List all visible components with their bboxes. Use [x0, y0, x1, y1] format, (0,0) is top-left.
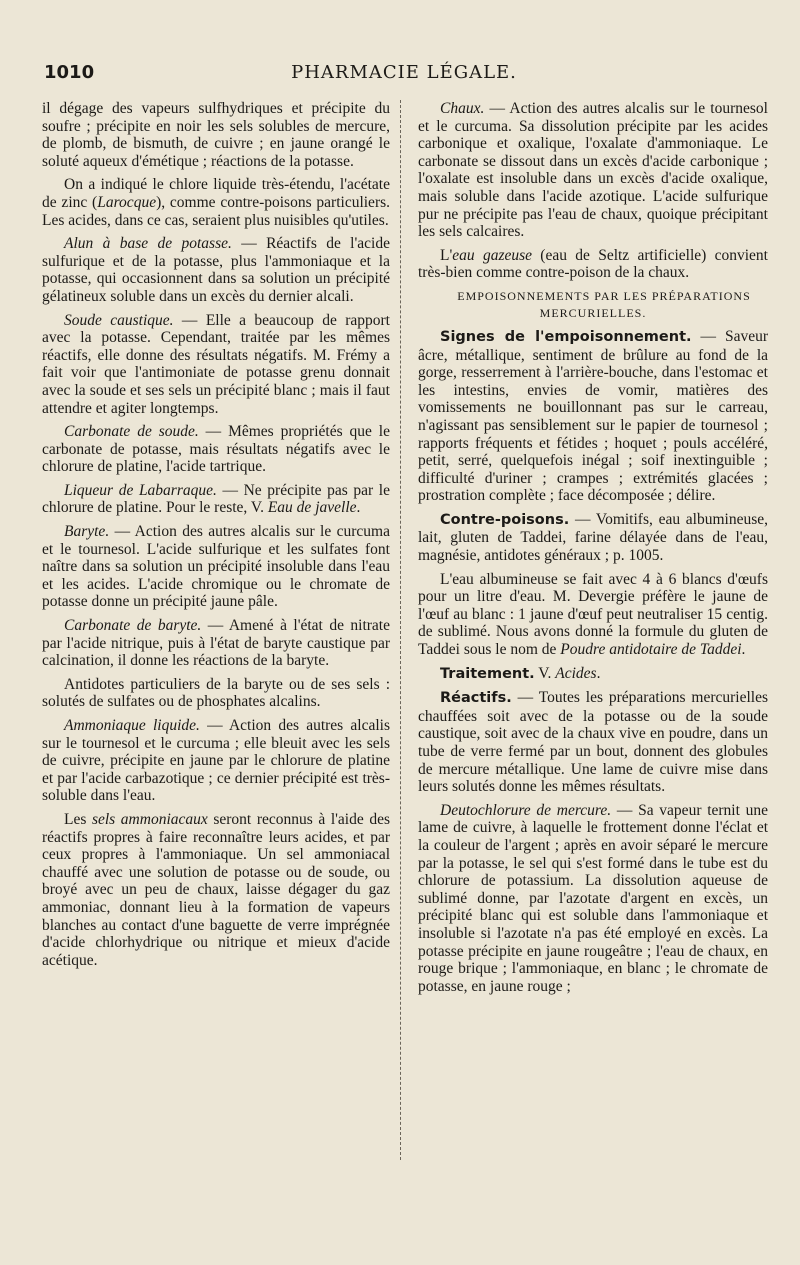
paragraph: [418, 247, 768, 282]
paragraph: [42, 235, 390, 305]
paragraph-text: il dégage des vapeurs sulfhydriques et précipite du soufre ; précipite en noir les sels solubles de mercure, de plomb, de bismuth, de cuivre ; en jaune orangé le soluté aqueux d'émétique ; réactions de la potasse.: [42, 100, 390, 170]
paragraph: [418, 328, 768, 505]
paragraph: [418, 665, 768, 684]
right-column: [418, 100, 768, 1001]
paragraph: [42, 100, 390, 170]
section-title: EMPOISONNEMENTS PAR LES PRÉPARATIONS MERCURIELLES.: [457, 288, 751, 320]
paragraph-text: (eau de Seltz artificielle) convient très-bien comme contre-poison de la chaux.: [418, 246, 768, 282]
paragraph: [418, 689, 768, 796]
left-column: [42, 100, 390, 975]
paragraph-text: — Mêmes propriétés que le carbonate de potasse, mais résultats négatifs avec le chlorure de platine, l'acide tartrique.: [42, 423, 390, 476]
paragraph: [418, 511, 768, 565]
paragraph: [42, 176, 390, 229]
paragraph-text: .: [596, 664, 601, 682]
page-header: [44, 62, 764, 88]
paragraph: [42, 523, 390, 611]
paragraph-lead: Deutochlorure de mercure.: [440, 801, 612, 819]
paragraph-text: — Action des autres alcalis sur le tournesol et le curcuma ; elle bleuit avec les sels de cuivre, précipite en jaune par le chlorure de platine et par l'acide carbazotique ; ce dernier précipité est très-soluble dans l'eau.: [42, 717, 391, 805]
paragraph: [42, 717, 390, 805]
paragraph-text: Antidotes particuliers de la baryte ou de ses sels : solutés de sulfates ou de phosphates alcalins.: [42, 675, 390, 711]
paragraph-lead: Ammoniaque liquide.: [64, 717, 200, 734]
paragraph: [418, 571, 768, 659]
paragraph-text: — Ne précipite pas par le chlorure de platine. Pour le reste, V.: [42, 481, 390, 517]
paragraph: [42, 811, 390, 969]
paragraph-emphasis: eau gazeuse: [452, 246, 533, 264]
paragraph-heading: Contre-poisons.: [440, 511, 570, 528]
paragraph-text: — Réactifs de l'acide sulfurique et de la potasse, plus l'ammoniaque et la potasse, qui occasionnent dans sa solution un précipité gélatineux soluble dans un excès du dernier alcali.: [42, 235, 390, 305]
paragraph-lead: Alun à base de potasse.: [64, 235, 232, 253]
paragraph-lead: Soude caustique.: [64, 311, 174, 329]
paragraph-text: — Action des autres alcalis sur le tournesol et le curcuma. Sa dissolution précipite par les acides carbonique et oxalique, l'oxalate d'ammoniaque. Le carbonate se dissout dans un excès d'acide carbonique ; l'oxalate est insoluble dans un excès d'acide oxalique, mais soluble dans l'acide azotique. L'acide sulfurique pur ne précipite pas l'eau de chaux, quoique précipitant les sels calcaires.: [418, 100, 768, 241]
paragraph-text: L'eau albumineuse se fait avec 4 à 6 blancs d'œufs pour un litre d'eau. M. Devergie préfère le jaune de l'œuf au blanc : 1 jaune d'œuf peut neutraliser 15 centig. de sublimé. Nous avons donné la formule du gluten de Taddei sous le nom de: [418, 570, 768, 659]
paragraph-text: — Saveur âcre, métallique, sentiment de brûlure au fond de la gorge, resserrement à l'arrière-bouche, dans l'estomac et les intestins, envies de vomir, matières des vomissements ne bouillonnant pas sur le carreau, n'agissant pas sensiblement sur le papier de tournesol ; rapports fréquents et fétides ; hoquet ; pouls accéléré, petit, serré, quelquefois inégal ; soif inextinguible ; difficulté d'uriner ; crampes ; extrémités glacées ; prostration complète ; face décomposée ; délire.: [418, 327, 768, 505]
paragraph: [42, 617, 390, 670]
paragraph-emphasis: Larocque: [97, 193, 157, 211]
paragraph-lead: Liqueur de Labarraque.: [64, 481, 217, 499]
paragraph-emphasis: Acides: [555, 664, 597, 682]
page-number: 1010: [44, 62, 95, 83]
paragraph-text: .: [356, 499, 361, 517]
paragraph: [42, 482, 390, 517]
paragraph: [42, 312, 390, 418]
paragraph-text: — Action des autres alcalis sur le curcuma et le tournesol. L'acide sulfurique et les sulfates font naître dans sa solution un précipité insoluble dans l'eau et les acides. L'acide chromique ou le chromate de potasse donne un précipité jaune pâle.: [42, 523, 390, 611]
paragraph: [42, 423, 390, 476]
paragraph: [42, 676, 390, 711]
paragraph-text: — Elle a beaucoup de rapport avec la potasse. Cependant, traitée par les mêmes réactifs, elle donne des résultats négatifs. M. Frémy a fait voir que l'antimoniate de potasse grenu donnait avec la soude et ses sels un précipité blanc ; mais il faut attendre et agiter longtemps.: [42, 311, 390, 417]
paragraph-lead: Chaux.: [440, 100, 485, 117]
paragraph-emphasis: sels ammoniacaux: [91, 810, 208, 828]
paragraph-text: — Sa vapeur ternit une lame de cuivre, à laquelle le frottement donne l'éclat et la couleur de l'argent ; après en avoir séparé le mercure par la potasse, le sel qui s'est formé dans le tube est du chlorure de potassium. La dissolution aqueuse de sublimé donne, par l'azotate d'argent en excès, un précipité blanc qui est soluble dans l'ammoniaque et insoluble si l'azotate n'a pas été employé en excès. La potasse précipite en jaune rougeâtre ; l'eau de chaux, en rouge brique ; l'ammoniaque, en blanc ; le chromate de potasse, en jaune rouge ;: [418, 801, 769, 995]
paragraph-text: — Vomitifs, eau albumineuse, lait, gluten de Taddei, farine délayée dans de l'eau, magnésie, antidotes généraux ; p. 1005.: [418, 510, 768, 565]
paragraph-text: V.: [534, 664, 556, 682]
column-divider: [400, 100, 401, 1160]
paragraph-text: — Toutes les préparations mercurielles chauffées soit avec de la potasse ou de la soude caustique, soit avec de la chaux vive en poudre, dans un tube de verre fermé par un bout, donnent des globules de mercure métallique. Une lame de cuivre mise dans leurs solutés donne les mêmes résultats.: [418, 689, 768, 796]
paragraph-text: ), comme contre-poisons particuliers. Les acides, dans ce cas, seraient plus nuisibles qu'utiles.: [42, 193, 391, 229]
paragraph-text: — Amené à l'état de nitrate par l'acide nitrique, puis à l'état de baryte caustique par calcination, il donne les réactions de la baryte.: [42, 617, 390, 670]
paragraph-text: On a indiqué le chlore liquide très-étendu, l'acétate de zinc (: [42, 176, 390, 211]
paragraph-emphasis: Eau de javelle: [267, 499, 357, 517]
paragraph-emphasis: Poudre antidotaire de Taddei: [560, 641, 742, 659]
paragraph-heading: Réactifs.: [440, 690, 512, 707]
paragraph: [418, 100, 768, 241]
paragraph: [418, 802, 768, 996]
paragraph-heading: Traitement.: [440, 665, 535, 682]
paragraph-lead: Carbonate de baryte.: [64, 617, 202, 635]
paragraph-text: seront reconnus à l'aide des réactifs propres à faire reconnaître leurs acides, et par ceux propres à l'ammoniaque. Un sel ammoniacal chauffé avec une solution de potasse ou de soude, ou broyé avec un peu de chaux, laisse dégager du gaz ammoniac, donnant lieu à la formation de vapeurs blanches au contact d'une baguette de verre imprégnée d'acide chlorhydrique ou nitrique et mieux d'acide acétique.: [42, 810, 390, 969]
paragraph-heading: Signes de l'empoisonnement.: [440, 328, 692, 345]
paragraph-text: .: [741, 641, 746, 659]
paragraph-lead: Carbonate de soude.: [64, 423, 199, 441]
paragraph-text: Les: [64, 810, 92, 828]
paragraph-lead: L': [440, 246, 453, 264]
paragraph-lead: Baryte.: [64, 523, 110, 541]
running-title: PHARMACIE LÉGALE.: [291, 62, 517, 83]
